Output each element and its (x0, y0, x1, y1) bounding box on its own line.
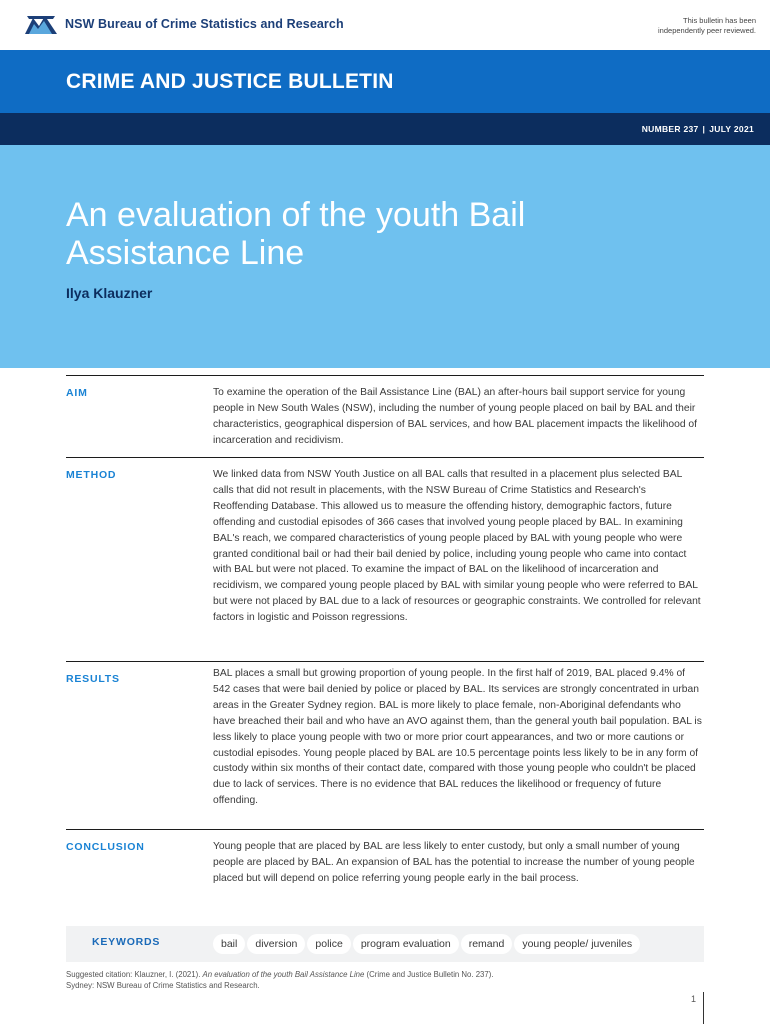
page-number: 1 (691, 994, 697, 1004)
section-aim-label: AIM (66, 387, 88, 399)
section-conclusion (66, 829, 704, 925)
org-name: NSW Bureau of Crime Statistics and Research (65, 17, 344, 31)
keywords-list (213, 934, 642, 954)
issue-separator: | (702, 124, 706, 134)
citation-line-1 (66, 969, 494, 980)
page-title-line-1: An evaluation of the youth Bail (66, 196, 526, 234)
section-method (66, 457, 704, 661)
keyword-chip: program evaluation (353, 934, 459, 954)
keyword-chip: young people/ juveniles (514, 934, 640, 954)
section-method-label: METHOD (66, 469, 117, 481)
page-number-rule (703, 992, 704, 1024)
peer-review-note (658, 16, 756, 36)
page-title-line-2: Assistance Line (66, 234, 305, 272)
top-bar (0, 0, 770, 50)
bulletin-number: NUMBER 237 (641, 124, 699, 134)
citation-prefix: Suggested citation: Klauzner, I. (2021). (66, 970, 203, 979)
keywords-box (66, 926, 704, 962)
keyword-chip: bail (213, 934, 245, 954)
section-results-body: BAL places a small but growing proportion of young people. In the first half of 2019, BAL placed 9.4% of 542 cases that were bail denied by police or placed by BAL. Its services are strongly concentrated in urban areas in the Greater Sydney region. BAL is more likely to place female, non-Aboriginal defendants who have breached their bail and who have an AVO against them, than the general youth bail population. BAL is less likely to place young people with two or more prior court appearances, and two or more cautions or custodial episodes. Young people placed by BAL are 10.5 percentage points less likely to be in any form of custody within six months of their contact date, compared with those young people who couldn't be placed due to lack of services. There is no evidence that BAL reduces the likelihood or frequency of future offending. (213, 668, 702, 807)
page-title (66, 196, 686, 272)
citation-title: An evaluation of the youth Bail Assistance Line (202, 970, 365, 979)
section-results (66, 661, 704, 829)
citation-line-2: Sydney: NSW Bureau of Crime Statistics and Research. (66, 981, 260, 990)
peer-review-line-2: independently peer reviewed. (658, 26, 756, 35)
author-name: Ilya Klauzner (66, 285, 153, 301)
abstract-sections (66, 375, 704, 925)
keyword-chip: remand (461, 934, 513, 954)
section-conclusion-body: Young people that are placed by BAL are less likely to enter custody, but only a small number of young people are placed by BAL. An expansion of BAL has the potential to increase the number of young people placed but will depend on police referring young people early in the bail process. (213, 841, 695, 884)
bulletin-date: JULY 2021 (709, 124, 754, 134)
keyword-chip: police (307, 934, 350, 954)
suggested-citation (66, 969, 494, 991)
bocsar-logo (25, 14, 344, 34)
section-results-label: RESULTS (66, 673, 120, 685)
peer-review-line-1: This bulletin has been (683, 16, 756, 25)
section-aim (66, 375, 704, 457)
citation-suffix: (Crime and Justice Bulletin No. 237). (364, 970, 494, 979)
keyword-chip: diversion (247, 934, 305, 954)
keywords-label: KEYWORDS (92, 936, 161, 948)
section-conclusion-label: CONCLUSION (66, 841, 145, 853)
section-method-body: We linked data from NSW Youth Justice on all BAL calls that resulted in a placement plus selected BAL calls that did not result in placements, with the NSW Bureau of Crime Statistics and Research's Reoffending Database. This allowed us to measure the offending history, demographic factors, future offending and custodial episodes of 366 cases that involved young people placed by BAL. In examining BAL's reach, we compared characteristics of young people placed by BAL with young people who were granted conditional bail or had their bail denied by police, including young people who came into contact with BAL but were not placed. To examine the impact of BAL on the likelihood of incarceration and recidivism, we compared young people placed by BAL with similar young people who were referred to BAL but were not placed by BAL due to a lack of resources or geographic constraints. We controlled for relevant factors in logistic and Poisson regressions. (213, 469, 701, 624)
series-title: CRIME AND JUSTICE BULLETIN (66, 70, 394, 93)
issue-info (642, 124, 754, 134)
nsw-waratah-logo-icon (25, 14, 57, 34)
section-aim-body: To examine the operation of the Bail Assistance Line (BAL) an after-hours bail support service for young people in New South Wales (NSW), including the number of young people placed on bail by BAL and their characteristics, geographical dispersion of BAL services, and how BAL placement impacts the likelihood of incarceration and recidivism. (213, 387, 698, 446)
